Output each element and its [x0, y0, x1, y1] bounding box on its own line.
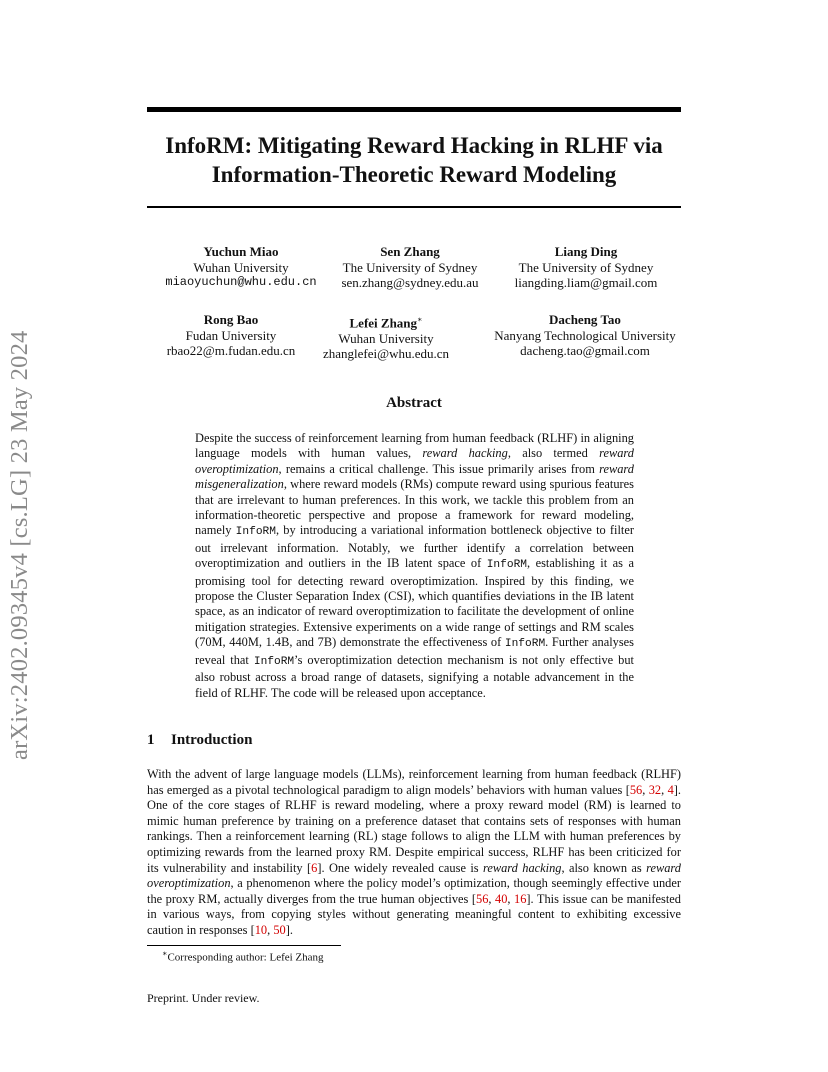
- citation-link[interactable]: 56: [476, 891, 489, 906]
- citation-link[interactable]: 4: [667, 782, 674, 797]
- citation-link[interactable]: 6: [311, 860, 318, 875]
- citation-link[interactable]: 50: [273, 922, 286, 937]
- author-email: zhanglefei@whu.edu.cn: [322, 346, 450, 362]
- citation-link[interactable]: 56: [629, 782, 643, 797]
- author-name: Liang Ding: [554, 244, 618, 259]
- footnote: [162, 949, 324, 964]
- author-email: dacheng.tao@gmail.com: [520, 343, 650, 358]
- abstract-body: Despite the success of reinforcement learning from human feedback (RLHF) in aligning language models with human values, reward hacking, also termed reward overoptimization, remains a critical challenge. This issue primarily arises from reward misgeneralization, where reward models (RMs) compute reward using spurious features that are irrelevant to human preferences. In this work, we tackle this problem from an information-theoretic perspective and propose a framework for reward modeling, namely InfoRM, by introducing a variational information bottleneck objective to filter out irrelevant information. Notably, we further identify a correlation between overoptimization and outliers in the IB latent space of InfoRM, establishing it as a promising tool for detecting reward overoptimization. Inspired by this finding, we propose the Cluster Separation Index (CSI), which quantifies deviations in the IB latent space, as an indicator of reward overoptimization to facilitate the development of online mitigation strategies. Extensive experiments on a wide range of settings and RM scales (70M, 440M, 1.4B, and 7B) demonstrate the effectiveness of InfoRM. Further analyses reveal that InfoRM’s overoptimization detection mechanism is not only effective but also robust across a broad range of datasets, signifying a notable advancement in the field of RLHF. The code will be released upon acceptance.: [195, 431, 635, 700]
- author-affiliation: Nanyang Technological University: [494, 327, 676, 343]
- section-heading: [147, 732, 252, 749]
- arxiv-sidebar-stamp: arXiv:2402.09345v4 [cs.LG] 23 May 2024: [6, 330, 33, 760]
- abstract-heading: Abstract: [386, 395, 442, 411]
- author-email: sen.zhang@sydney.edu.au: [341, 275, 479, 290]
- title-bottom-rule: [147, 206, 681, 208]
- footnote-text: Corresponding author: Lefei Zhang: [167, 951, 324, 964]
- citation-link[interactable]: 16: [514, 891, 527, 906]
- footnote-mark: ∗: [162, 949, 168, 958]
- author-name: Lefei Zhang∗: [349, 315, 423, 331]
- author-email: liangding.liam@gmail.com: [514, 275, 658, 290]
- author-affiliation: Fudan University: [185, 327, 277, 343]
- author-email: rbao22@m.fudan.edu.cn: [166, 343, 296, 358]
- citation-link[interactable]: 32: [648, 782, 662, 797]
- section-number: 1: [147, 732, 155, 748]
- author-affiliation: Wuhan University: [338, 330, 434, 346]
- preprint-notice: Preprint. Under review.: [147, 991, 260, 1005]
- author-name: Yuchun Miao: [203, 244, 279, 259]
- title-top-rule: [147, 107, 681, 112]
- section-title: Introduction: [171, 732, 253, 748]
- introduction-paragraph: With the advent of large language models (LLMs), reinforcement learning from human feedback (RLHF) has emerged as a pivotal technological paradigm to align models’ behaviors with human values [56, 32, 4]. One of the core stages of RLHF is reward modeling, where a proxy reward model (RM) is learned to mimic human preference by training on a preference dataset that contains sets of responses with human rankings. Then a reinforcement learning (RL) stage follows to align the LLM with human preferences by optimizing rewards from the learned proxy RM. Despite empirical success, RLHF has been criticized for its vulnerability and instability [6]. One widely revealed cause is reward hacking, also known as reward overoptimization, a phenomenon where the policy model’s optimization, though seemingly effective under the proxy RM, actually diverges from the true human objectives [56, 40, 16]. This issue can be manifested in various ways, from copying styles without generating meaningful content to exhibiting excessive caution in responses [10, 50].: [147, 767, 682, 937]
- author-name: Rong Bao: [203, 312, 259, 327]
- footnote-rule: [147, 945, 341, 946]
- author-affiliation: The University of Sydney: [342, 259, 478, 275]
- citation-link[interactable]: 10: [254, 922, 268, 937]
- author-email: miaoyuchun@whu.edu.cn: [165, 275, 317, 289]
- author-name: Sen Zhang: [380, 244, 440, 259]
- author-name: Dacheng Tao: [549, 312, 621, 327]
- author-affiliation: The University of Sydney: [518, 259, 654, 275]
- citation-link[interactable]: 40: [495, 891, 508, 906]
- author-block: [476, 244, 696, 291]
- corresponding-mark: ∗: [417, 315, 423, 324]
- author-block: [460, 312, 710, 359]
- author-affiliation: Wuhan University: [193, 259, 289, 275]
- paper-title: InfoRM: Mitigating Reward Hacking in RLHF via Information-Theoretic Reward Modeling: [165, 133, 663, 187]
